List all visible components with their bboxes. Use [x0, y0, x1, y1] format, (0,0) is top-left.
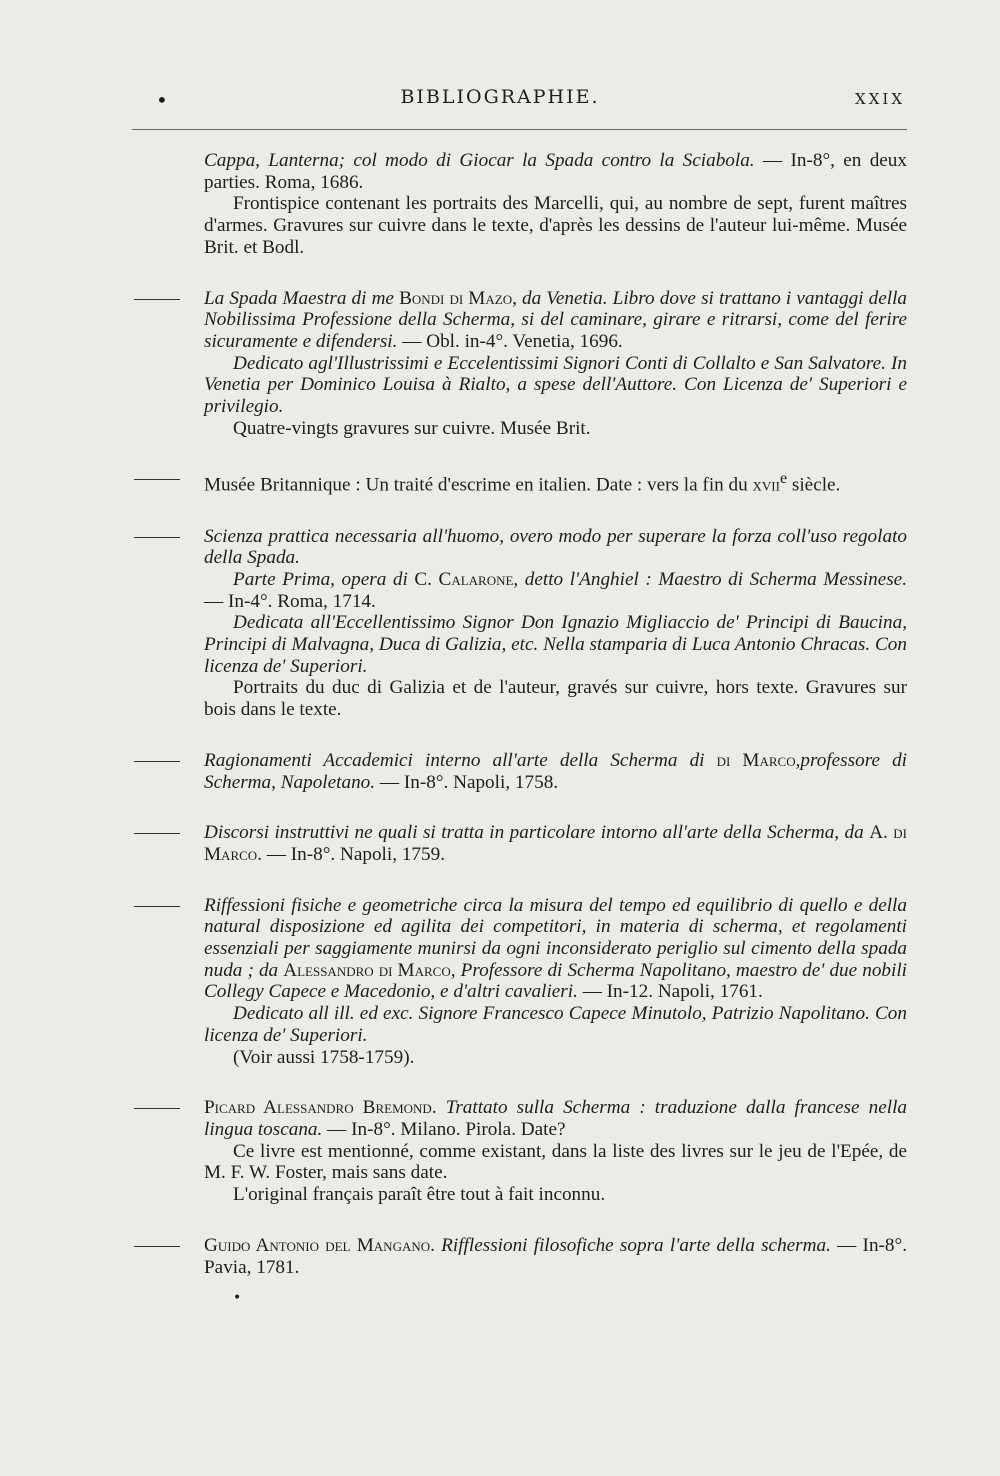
entry-lead	[204, 822, 907, 865]
entry-note	[204, 353, 907, 418]
text-run: , Professore di Scherma Napolitano, maestro de' due nobili Collegy Capece e Macedonio, e d'altri cavalieri.	[204, 959, 908, 1003]
text-run: Dedicato agl'Illustrissimi e Eccelentissimi Signori Conti di Collalto e San Salvatore. In Venetia per Dominico Louisa à Rialto, a spese dell'Auttore. Con Licenza de' Superiori e privilegio.	[204, 352, 907, 418]
bibliography-entry	[132, 822, 907, 865]
entry-lead	[204, 150, 907, 193]
entry-dash	[134, 761, 180, 762]
bibliography-entry	[132, 1235, 907, 1278]
text-run: Riffessioni fisiche e geometriche circa la misura del tempo ed equilibrio di quello e della natural disposizione ed agilita dei competitori, in materia di scherma, et regolamenti essenziali per saggiamente munirsi da ogni inconsiderato periglio sul cimento della spada nuda ; da	[204, 894, 907, 981]
entry-note	[204, 1047, 907, 1069]
text-run: — In-8°, en deux parties. Roma, 1686.	[204, 150, 907, 193]
running-head: BIBLIOGRAPHIE.	[400, 86, 600, 108]
text-run: — In-12. Napoli, 1761.	[577, 981, 763, 1003]
entry-lead	[204, 750, 907, 793]
text-run: . — In-8°. Napoli, 1759.	[257, 843, 445, 865]
entry-note	[204, 569, 907, 612]
text-run: Scienza prattica necessaria all'huomo, overo modo per superare la forza coll'uso regolato della Spada.	[204, 525, 907, 569]
entry-lead	[204, 1097, 907, 1140]
entry-dash	[134, 479, 180, 480]
entry-dash	[134, 906, 180, 907]
entry-lead	[204, 1235, 907, 1278]
text-run: — In-8°. Napoli, 1758.	[375, 771, 559, 793]
entry-note	[204, 1003, 907, 1046]
text-run: — Obl. in-4°. Venetia, 1696.	[397, 330, 623, 352]
text-run: Dedicata all'Eccellentissimo Signor Don Ignazio Migliaccio de' Principi di Baucina, Principi di Malvagna, Duca di Galizia, etc. Nella stamparia di Luca Antonio Chracas. Con licenza de' Superiori.	[204, 612, 907, 677]
text-run: ,professore di Scherma, Napoletano.	[204, 749, 907, 793]
text-run: — In-8°. Pavia, 1781.	[204, 1234, 907, 1278]
text-run: Quatre-vingts gravures sur cuivre. Musée Brit.	[233, 417, 591, 439]
text-run: e	[779, 470, 788, 488]
text-run: La Spada Maestra di me	[204, 287, 400, 309]
bibliography-entry	[132, 526, 907, 721]
entry-dash	[134, 299, 180, 300]
entry-dash	[134, 1108, 180, 1109]
entry-dash	[134, 1246, 180, 1247]
text-run: , detto l'Anghiel : Maestro di Scherma Messinese.	[513, 568, 907, 590]
text-run: (Voir aussi 1758-1759).	[233, 1046, 415, 1068]
entry-lead	[204, 895, 907, 1004]
entry-note	[204, 418, 907, 440]
entry-note	[204, 612, 907, 677]
text-run: Parte Prima, opera di	[233, 568, 415, 590]
entry-note	[204, 677, 907, 720]
text-run: di Marco	[204, 822, 907, 865]
text-run: C.	[414, 568, 439, 590]
text-run: Picard Alessandro Bremond	[204, 1097, 432, 1119]
bibliography-body	[132, 150, 907, 1278]
entry-dash	[134, 833, 180, 834]
text-run: .	[430, 1234, 442, 1256]
text-run: Discorsi instruttivi ne quali si tratta in particolare intorno all'arte della Scherma, da	[204, 822, 870, 844]
bibliography-entry	[132, 150, 907, 259]
entry-lead	[204, 526, 907, 569]
text-run: Rifflessioni filosofiche sopra l'arte della scherma.	[441, 1234, 831, 1256]
text-run: — In-4°. Roma, 1714.	[204, 590, 376, 612]
text-run: Bondi di Mazo	[399, 287, 513, 309]
text-run: Ragionamenti Accademici interno all'arte della Scherma di	[204, 749, 717, 771]
page-number: XXIX	[855, 90, 905, 108]
entry-dash	[134, 537, 180, 538]
footer-mark: •	[233, 1290, 242, 1306]
bibliography-entry	[132, 895, 907, 1069]
text-run: Musée Britannique : Un traité d'escrime en italien. Date : vers la fin du	[204, 474, 753, 496]
text-run: , da Venetia. Libro dove si trattano i vantaggi della Nobilissima Professione della Scherma, si del caminare, girare e ritrarsi, come del ferire sicuramente e difendersi.	[204, 287, 907, 352]
text-run: Trattato sulla Scherma : traduzione dalla francese nella lingua toscana.	[204, 1097, 907, 1140]
bibliography-entry	[132, 288, 907, 440]
text-run: Dedicato all ill. ed exc. Signore Francesco Capece Minutolo, Patrizio Napolitano. Con licenza de' Superiori.	[204, 1003, 907, 1046]
bibliography-entry	[132, 468, 907, 496]
entry-note	[204, 1184, 907, 1206]
text-run: Calarone	[438, 568, 514, 590]
text-run: Alessandro di Marco	[283, 959, 451, 981]
entry-lead	[204, 468, 907, 496]
entry-lead	[204, 288, 907, 353]
text-run: Cappa, Lanterna; col modo di Giocar la Spada contro la Sciabola.	[204, 150, 755, 171]
text-run: Portraits du duc di Galizia et de l'auteur, gravés sur cuivre, hors texte. Gravures sur bois dans le texte.	[204, 677, 907, 721]
text-run: L'original français paraît être tout à fait inconnu.	[233, 1184, 606, 1206]
bibliography-entry	[132, 1097, 907, 1206]
text-run: xvii	[752, 474, 780, 496]
entry-note	[204, 193, 907, 258]
text-run: A.	[869, 822, 894, 844]
header-dot: •	[156, 88, 168, 112]
text-run: Guido Antonio del Mangano	[204, 1234, 431, 1256]
entry-note	[204, 1141, 907, 1184]
text-run: .	[431, 1097, 446, 1119]
text-run: Frontispice contenant les portraits des Marcelli, qui, au nombre de sept, furent maîtres d'armes. Gravures sur cuivre dans le texte, d'après les dessins de l'auteur lui-même. Musée Brit. et Bodl.	[204, 193, 907, 258]
text-run: siècle.	[787, 474, 841, 496]
text-run: — In-8°. Milano. Pirola. Date?	[322, 1119, 566, 1140]
bibliography-entry	[132, 750, 907, 793]
text-run: di Marco	[716, 749, 796, 771]
header-rule	[132, 129, 907, 130]
text-run: Ce livre est mentionné, comme existant, dans la liste des livres sur le jeu de l'Epée, de M. F. W. Foster, mais sans date.	[204, 1140, 907, 1184]
